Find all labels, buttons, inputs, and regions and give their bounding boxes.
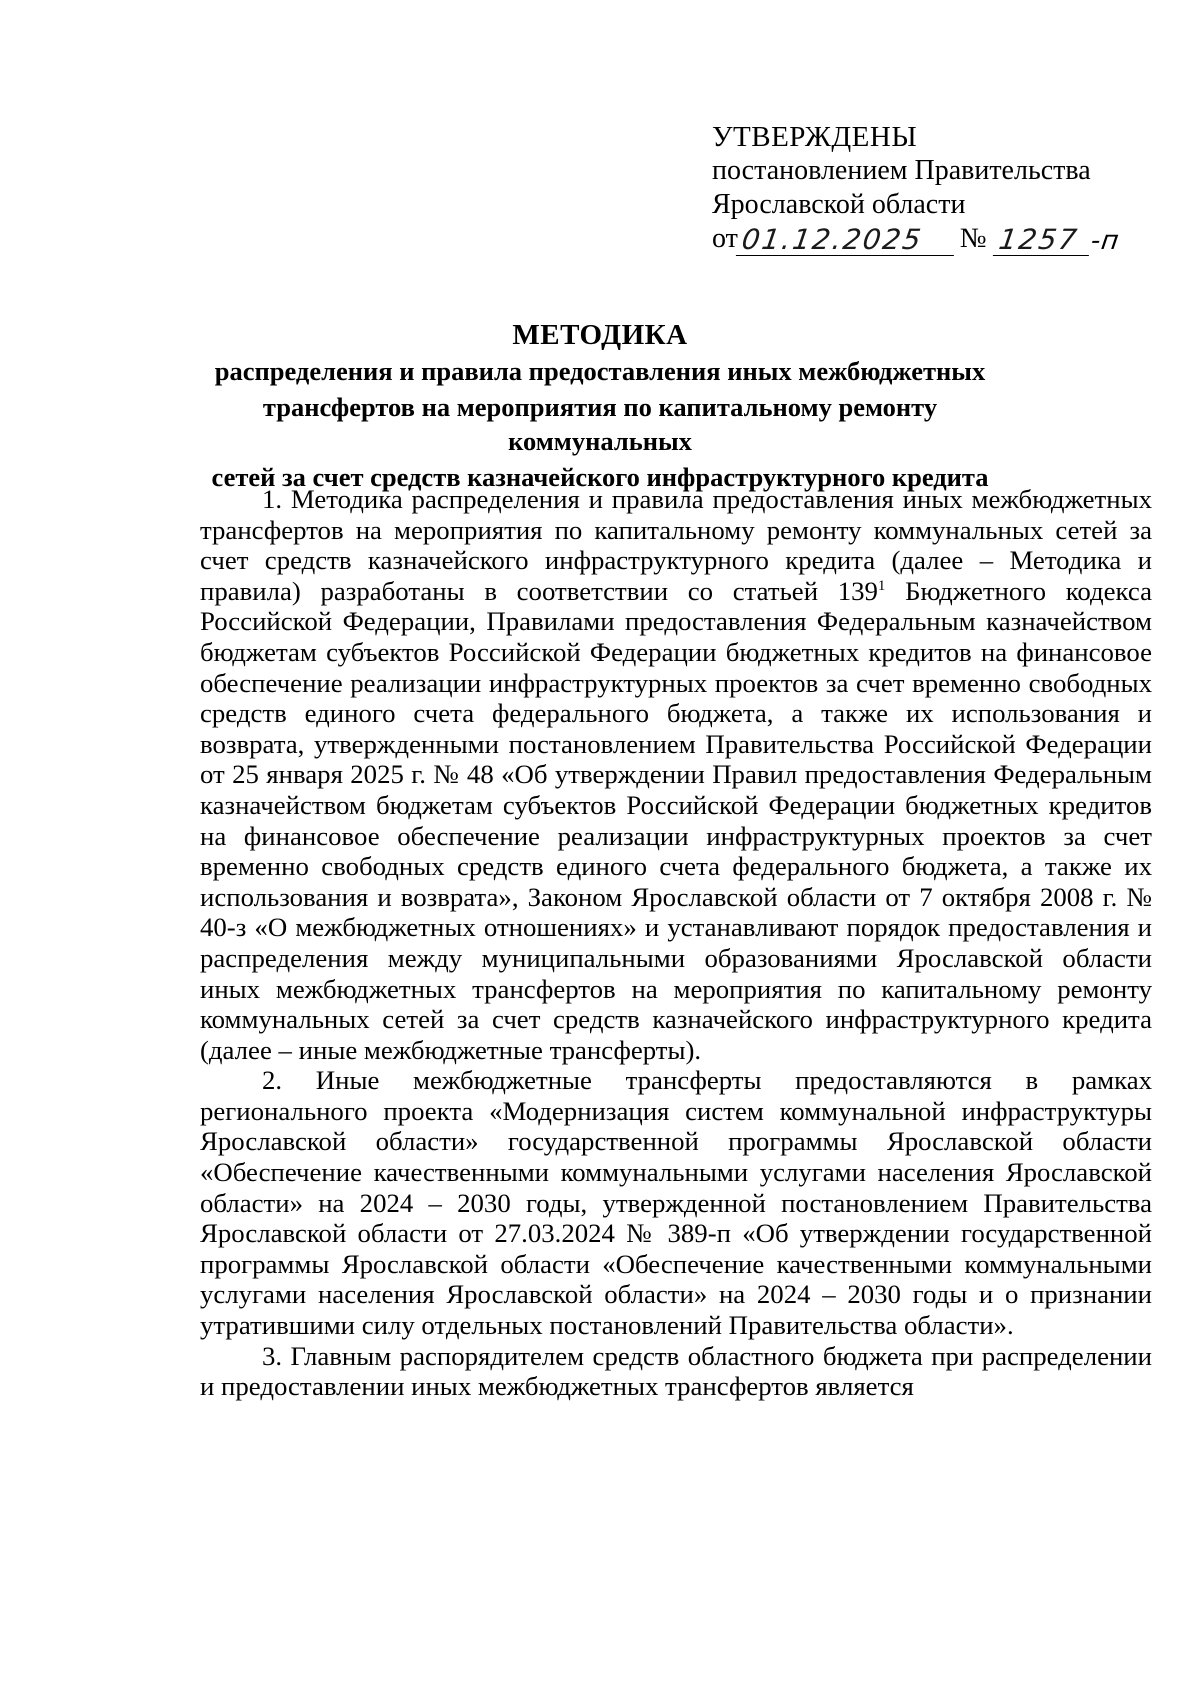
paragraph-1-superscript: 1 xyxy=(877,577,886,594)
paragraph-2: 2. Иные межбюджетные трансферты предоставляются в рамках регионального проекта «Модернизация систем коммунальной инфраструктуры Ярославской области» государственной программы Ярославской области «Обеспечение качественными коммунальными услугами населения Ярославской области» на 2024 – 2030 годы, утвержденной постановлением Правительства Ярославской области от 27.03.2024 № 389-п «Об утверждении государственной программы Ярославской области «Обеспечение качественными коммунальными услугами населения Ярославской области» на 2024 – 2030 годы и о признании утратившими силу отдельных постановлений Правительства области». xyxy=(200,1065,1152,1341)
approval-date-line xyxy=(712,222,1122,256)
handwritten-number: 1257 xyxy=(992,225,1092,256)
approval-stamp xyxy=(712,120,1122,256)
paragraph-1 xyxy=(200,484,1152,1065)
handwritten-number-suffix: -п xyxy=(1088,226,1122,256)
approval-heading: УТВЕРЖДЕНЫ xyxy=(712,121,918,153)
approval-line-1: постановлением Правительства xyxy=(712,155,1091,186)
document-title-block xyxy=(180,318,1020,494)
number-sign: № xyxy=(959,223,987,254)
date-prefix: от xyxy=(712,223,738,254)
document-body xyxy=(200,484,1152,1402)
document-subtitle-line-1: распределения и правила предоставления иных межбюджетных xyxy=(214,356,986,386)
approval-line-2: Ярославской области xyxy=(712,189,966,220)
paragraph-1-part-a: 1. Методика распределения и правила предоставления иных межбюджетных трансфертов на мероприятия по капитальному ремонту коммунальных сетей за счет средств казначейского инфраструктурного кредита (далее – Методика и правила) разработаны в соответствии со статьей 139 xyxy=(200,484,1152,606)
handwritten-date: 01.12.2025 xyxy=(736,225,958,256)
paragraph-1-part-b: Бюджетного кодекса Российской Федерации, Правилами предоставления Федеральным казначейством бюджетам субъектов Российской Федерации бюджетных кредитов на финансовое обеспечение реализации инфраструктурных проектов за счет временно свободных средств единого счета федерального бюджета, а также их использования и возврата, утвержденными постановлением Правительства Российской Федерации от 25 января 2025 г. № 48 «Об утверждении Правил предоставления Федеральным казначейством бюджетам субъектов Российской Федерации бюджетных кредитов на финансовое обеспечение реализации инфраструктурных проектов за счет временно свободных средств единого счета федерального бюджета, а также их использования и возврата», Законом Ярославской области от 7 октября 2008 г. № 40-з «О межбюджетных отношениях» и устанавливают порядок предоставления и распределения между муниципальными образованиями Ярославской области иных межбюджетных трансфертов на мероприятия по капитальному ремонту коммунальных сетей за счет средств казначейского инфраструктурного кредита (далее – иные межбюджетные трансферты). xyxy=(200,575,1152,1065)
document-subtitle-line-2: трансфертов на мероприятия по капитальному ремонту коммунальных xyxy=(262,392,938,456)
document-title: МЕТОДИКА xyxy=(512,319,688,351)
document-subtitle-line-3: сетей за счет средств казначейского инфраструктурного кредита xyxy=(211,462,989,492)
paragraph-3: 3. Главным распорядителем средств областного бюджета при распределении и предоставлении иных межбюджетных трансфертов является xyxy=(200,1340,1152,1402)
